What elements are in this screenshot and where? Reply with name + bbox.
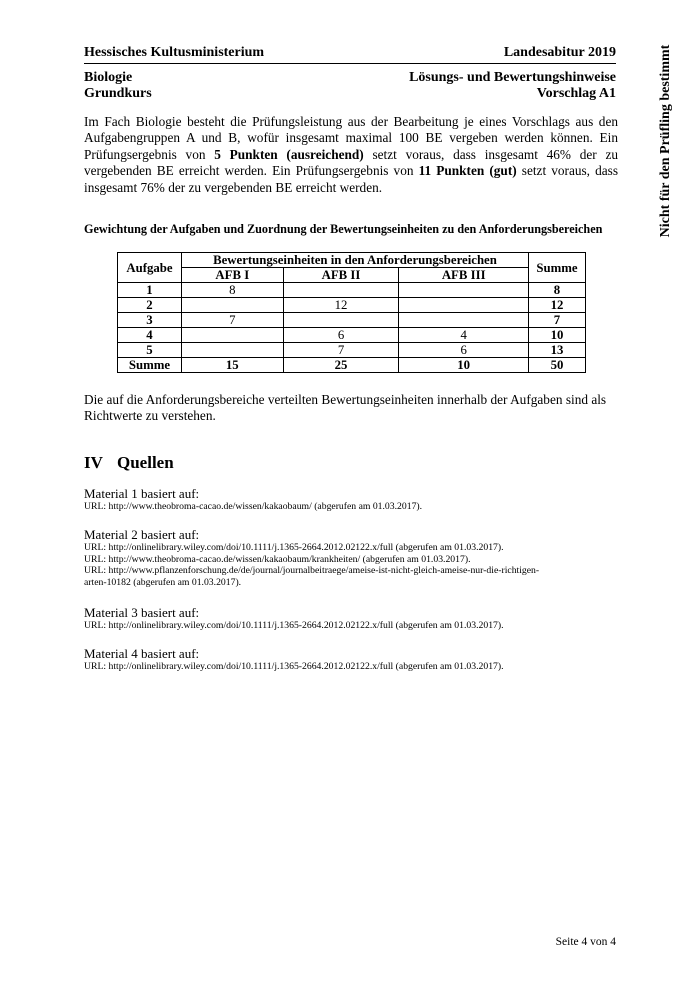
material-title: Material 1 basiert auf: [84,486,200,501]
exam-name: Landesabitur 2019 [503,45,616,60]
material-title: Material 2 basiert auf: [84,527,200,542]
total-summe: 50 [529,358,586,373]
intro-bold-2: 11 Punkten (gut) [418,163,517,179]
source-url: URL: http://www.theobroma-cacao.de/wissen/kakaobaum/ (abgerufen am 01.03.2017). [84,501,423,512]
page-number: Seite 4 von 4 [555,936,616,948]
table-heading: Gewichtung der Aufgaben und Zuordnung der Bewertungseinheiten zu den Anforderungsbereichen [84,222,603,236]
section-number: IV [84,453,103,472]
table-row [118,283,586,298]
cell-afb3 [399,313,529,328]
intro-bold-1: 5 Punkten (ausreichend) [214,146,364,162]
cell-afb3: 4 [399,328,529,343]
col-group-header: Bewertungseinheiten in den Anforderungsbereichen [181,253,528,268]
cell-summe: 8 [529,283,586,298]
cell-summe: 10 [529,328,586,343]
intro-text-3: setzt voraus, dass insgesamt 76% der zu vergebenden BE erreicht werden. [84,163,618,195]
material-block [84,605,644,632]
source-url: URL: http://onlinelibrary.wiley.com/doi/10.1111/j.1365-2664.2012.02122.x/full (abgerufen am 01.03.2017). [84,661,504,672]
total-label: Summe [118,358,182,373]
cell-afb3: 6 [399,343,529,358]
table-row [118,343,586,358]
note-paragraph: Die auf die Anforderungsbereiche verteilten Bewertungseinheiten innerhalb der Aufgaben sind als Richtwerte zu verstehen. [84,392,607,424]
source-url: URL: http://onlinelibrary.wiley.com/doi/10.1111/j.1365-2664.2012.02122.x/full (abgerufen am 01.03.2017). [84,620,504,631]
cell-afb1: 7 [181,313,283,328]
be-table [117,252,586,373]
material-block [84,646,644,673]
cell-afb2 [283,313,399,328]
col-afb2: AFB II [283,268,399,283]
cell-aufgabe: 1 [118,283,182,298]
section-title: Quellen [117,453,174,472]
cell-afb2 [283,283,399,298]
cell-aufgabe: 3 [118,313,182,328]
source-url: URL: http://www.theobroma-cacao.de/wissen/kakaobaum/krankheiten/ (abgerufen am 01.03.2017). [84,553,471,565]
cell-afb1 [181,328,283,343]
cell-afb3 [399,298,529,313]
source-url: URL: http://www.pflanzenforschung.de/de/journal/journalbeitraege/ameise-ist-nicht-gleich-ameise-nur-die-richtigen-arten-10182 (abgerufen am 01.03.2017). [84,565,540,588]
material-title: Material 4 basiert auf: [84,646,200,661]
col-afb1: AFB I [181,268,283,283]
total-afb1: 15 [181,358,283,373]
material-block [84,527,644,588]
cell-afb1: 8 [181,283,283,298]
side-note-text: Nicht für den Prüfling bestimmt [658,44,673,237]
intro-text-1: Im Fach Biologie besteht die Prüfungsleistung aus der Bearbeitung je eines Vorschlags aus den Aufgabengruppen A und B, wofür insgesamt maximal 100 BE vergeben werden können. Ein Prüfungsergebnis von [84,114,618,162]
cell-afb2: 6 [283,328,399,343]
material-block [84,486,644,513]
cell-aufgabe: 5 [118,343,182,358]
doc-type: Lösungs- und Bewertungshinweise [409,70,616,85]
col-aufgabe: Aufgabe [118,253,182,283]
subject: Biologie [84,70,133,85]
table-row [118,298,586,313]
intro-text-2: setzt voraus, dass insgesamt 46% der zu vergebenden BE erreicht werden. Ein Prüfungsergebnis von [84,146,619,179]
source-url: URL: http://onlinelibrary.wiley.com/doi/10.1111/j.1365-2664.2012.02122.x/full (abgerufen am 01.03.2017). [84,542,504,553]
total-row [118,358,586,373]
table-row [118,313,586,328]
course: Grundkurs [84,86,152,101]
cell-afb2: 12 [283,298,399,313]
side-note [655,38,677,243]
total-afb3: 10 [399,358,529,373]
variant: Vorschlag A1 [536,86,616,101]
table-row [118,328,586,343]
cell-afb1 [181,343,283,358]
header-rule [84,63,616,64]
cell-afb2: 7 [283,343,399,358]
total-afb2: 25 [283,358,399,373]
ministry-name: Hessisches Kultusministerium [84,45,265,60]
cell-aufgabe: 2 [118,298,182,313]
cell-summe: 12 [529,298,586,313]
intro-paragraph [84,114,618,196]
cell-summe: 13 [529,343,586,358]
material-title: Material 3 basiert auf: [84,605,200,620]
col-afb3: AFB III [399,268,529,283]
cell-afb1 [181,298,283,313]
cell-aufgabe: 4 [118,328,182,343]
cell-afb3 [399,283,529,298]
col-summe: Summe [529,253,586,283]
cell-summe: 7 [529,313,586,328]
section-heading [84,453,174,473]
page-header [84,44,616,102]
